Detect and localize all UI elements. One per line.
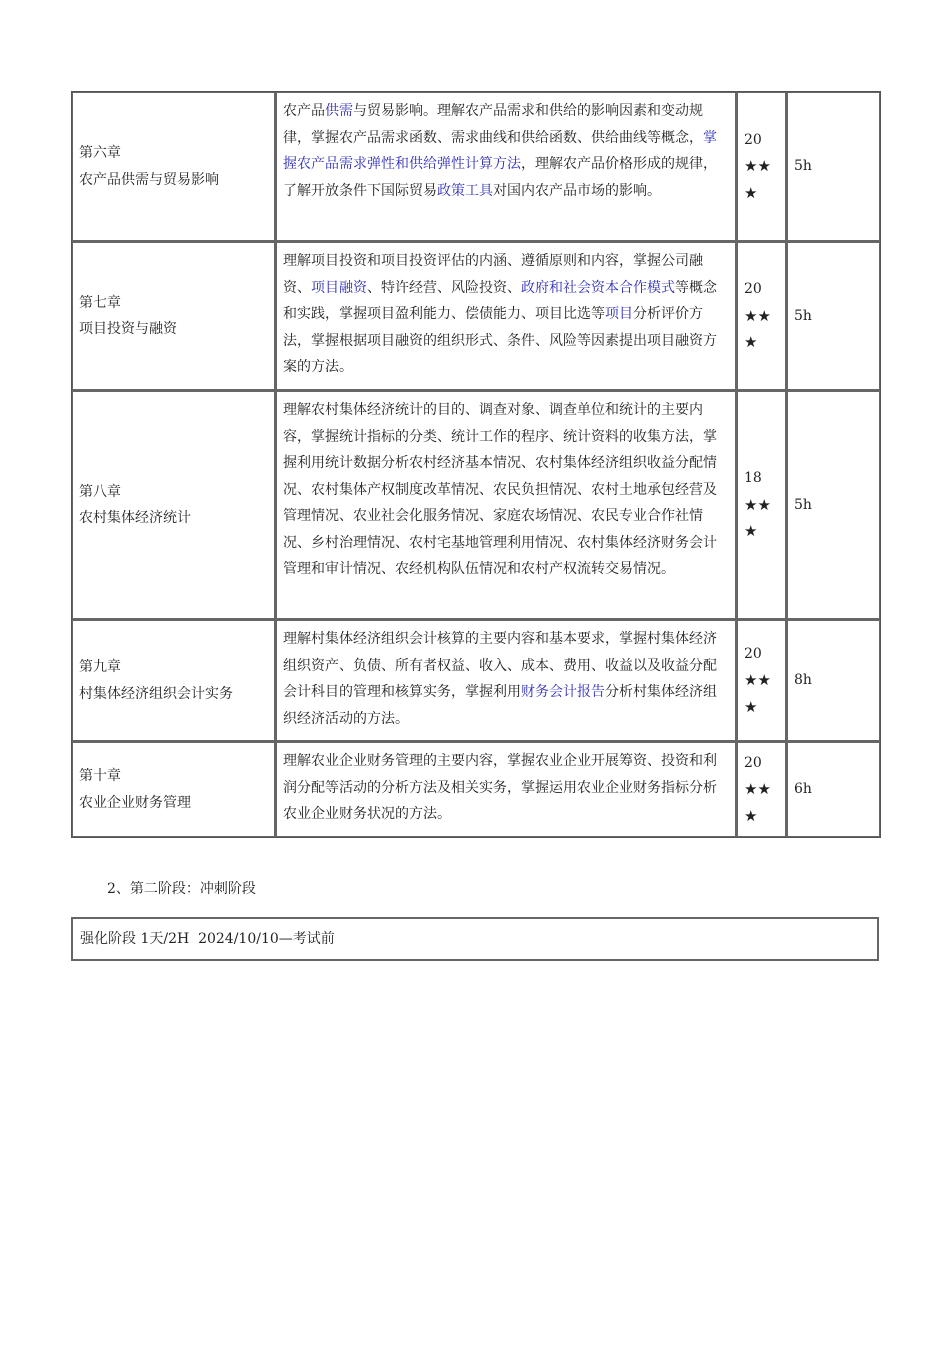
difficulty-stars: ★ [744,333,758,352]
table-row [72,619,880,741]
chapter-description [275,92,736,241]
chapter-number: 第八章 [79,483,121,500]
chapter-title: 农村集体经济统计 [79,510,191,526]
difficulty-stars: ★★ [744,671,771,690]
stage-schedule-box: 强化阶段 1天/2H 2024/10/10—考试前 [71,917,879,961]
chapter-cell [72,92,275,241]
chapter-number: 第七章 [79,294,121,311]
difficulty-stars: ★★ [744,157,771,176]
term-link[interactable]: 政府和社会资本合作模式 [521,279,675,296]
hours-cell: 6h [786,741,880,837]
description-text: 农产品 [283,103,325,119]
chapter-description [275,390,736,619]
chapter-title: 项目投资与融资 [79,321,177,337]
chapter-cell [72,619,275,741]
table-row [72,92,880,241]
chapter-number: 第九章 [79,659,121,675]
score-value: 20 [744,131,762,148]
difficulty-stars: ★★ [744,306,771,325]
chapter-cell [72,741,275,837]
description-text: 、特许经营、风险投资、 [367,279,521,296]
score-value: 18 [744,470,762,487]
chapter-title: 农产品供需与贸易影响 [79,171,219,188]
description-text: 分析评价方法，掌握根据项目融资的组织形式、条件、风险等因素提出项目融资方案的方法。 [283,306,717,375]
score-cell [736,92,786,241]
difficulty-stars: ★★ [744,495,771,514]
description-text: ，理解农产品价格形成的规律，了解开放条件下国际贸易 [283,156,717,199]
table-row [72,241,880,390]
term-link[interactable]: 项目融资 [311,279,367,296]
hours-cell: 5h [786,92,880,241]
description-text: 理解农村集体经济统计的目的、调查对象、调查单位和统计的主要内容，掌握统计指标的分类、统计工作的程序、统计资料的收集方法，掌握利用统计数据分析农村经济基本情况、农村集体经济组织收益分配情况、农村集体产权制度改革情况、农民负担情况、农村土地承包经营及管理情况、农业社会化服务情况、家庭农场情况、农民专业合作社情况、乡村治理情况、农村宅基地管理利用情况、农村集体经济财务会计管理和审计情况、农经机构队伍情况和农村产权流转交易情况。 [283,402,717,577]
chapter-description [275,241,736,390]
term-link[interactable]: 财务会计报告 [521,684,605,700]
term-link[interactable]: 项目 [605,306,633,322]
description-text: 分析村集体经济组织经济活动的方法。 [283,684,717,727]
term-link[interactable]: 政策工具 [437,182,493,199]
chapter-description [275,619,736,741]
difficulty-stars: ★ [744,183,758,202]
description-text: 理解村集体经济组织会计核算的主要内容和基本要求，掌握村集体经济组织资产、负债、所有者权益、收入、成本、费用、收益以及收益分配会计科目的管理和核算实务，掌握利用 [283,631,717,700]
term-link[interactable]: 掌握农产品需求弹性和供给弹性计算方法 [283,129,717,172]
description-text: 理解项目投资和项目投资评估的内涵、遵循原则和内容，掌握公司融资、 [283,253,703,296]
chapter-title: 农业企业财务管理 [79,794,191,811]
score-value: 20 [744,281,762,298]
difficulty-stars: ★★ [744,780,771,799]
description-text: 理解农业企业财务管理的主要内容，掌握农业企业开展筹资、投资和利润分配等活动的分析方法及相关实务，掌握运用农业企业财务指标分析农业企业财务状况的方法。 [283,753,717,822]
section-heading: 2、第二阶段：冲刺阶段 [107,881,256,897]
difficulty-stars: ★ [744,697,758,716]
chapter-description [275,741,736,837]
hours-cell: 5h [786,390,880,619]
difficulty-stars: ★ [744,806,758,825]
score-cell [736,741,786,837]
chapter-number: 第十章 [79,768,121,784]
description-text: 与贸易影响。理解农产品需求和供给的影响因素和变动规律，掌握农产品需求函数、需求曲线和供给函数、供给曲线等概念， [283,103,703,146]
description-text: 等概念和实践，掌握项目盈利能力、偿债能力、项目比选等 [283,279,717,322]
table-row [72,390,880,619]
chapter-cell [72,390,275,619]
difficulty-stars: ★ [744,522,758,541]
description-text: 对国内农产品市场的影响。 [493,182,661,199]
score-cell [736,619,786,741]
hours-cell: 5h [786,241,880,390]
term-link[interactable]: 供需 [325,103,353,119]
score-cell [736,390,786,619]
hours-cell: 8h [786,619,880,741]
chapter-number: 第六章 [79,145,121,161]
chapter-title: 村集体经济组织会计实务 [79,685,233,702]
score-value: 20 [744,754,762,771]
chapter-cell [72,241,275,390]
score-cell [736,241,786,390]
score-value: 20 [744,645,762,662]
table-row [72,741,880,837]
chapter-outline-table [71,91,881,838]
